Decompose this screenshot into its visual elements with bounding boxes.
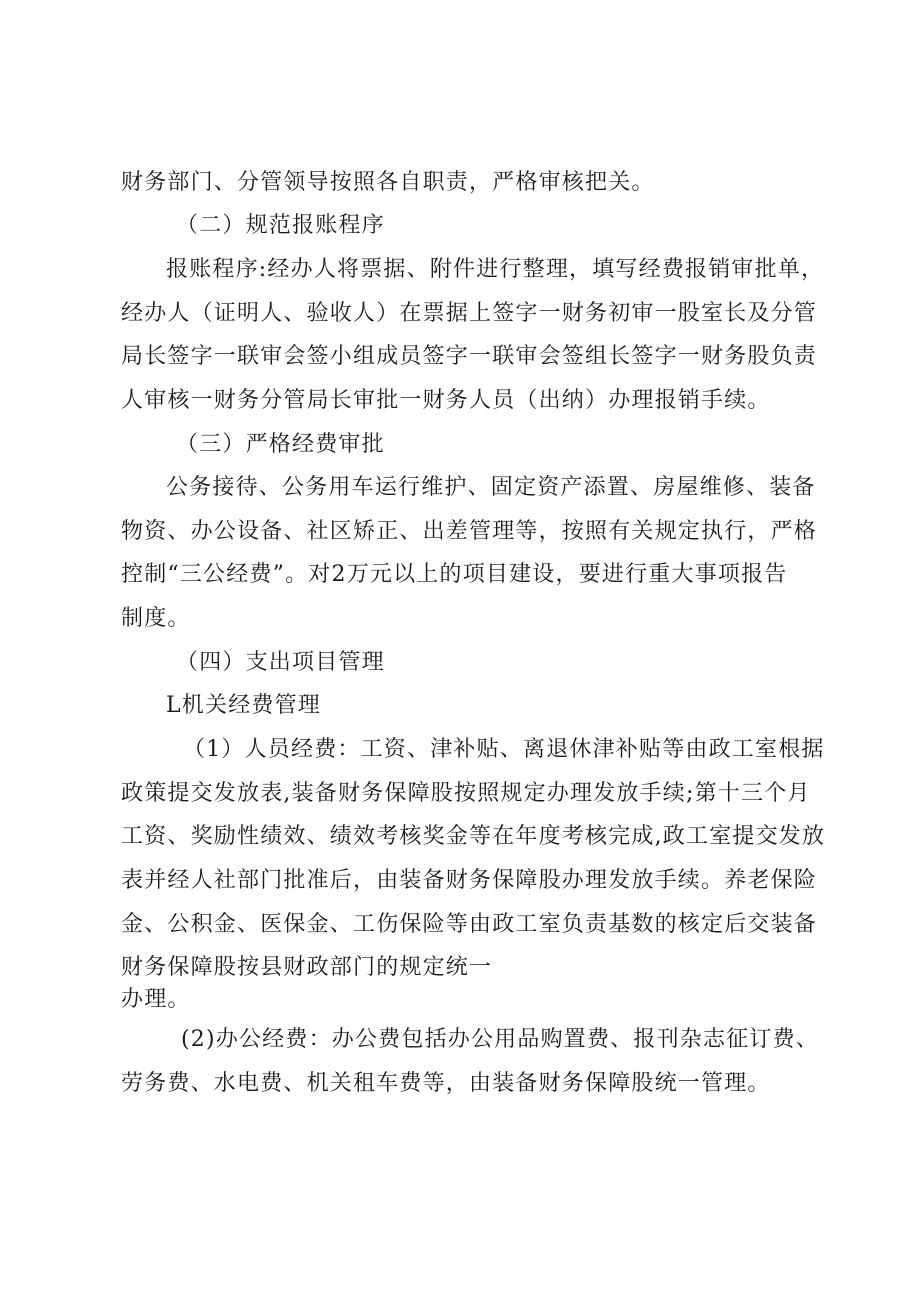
paragraph-line: 制度。 (121, 606, 191, 631)
paragraph-line: 物资、办公设备、社区矫正、出差管理等，按照有关规定执行，严格 (121, 519, 818, 544)
paragraph-line: (2)办公经费：办公费包括办公用品购置费、报刊杂志征订费、 (181, 1027, 819, 1052)
paragraph-line: 金、公积金、医保金、工伤保险等由政工室负责基数的核定后交装备 (121, 912, 818, 937)
paragraph-line: 财务保障股按县财政部门的规定统一 (121, 955, 493, 980)
paragraph-line: 财务部门、分管领导按照各自职责，严格审核把关。 (121, 170, 655, 195)
paragraph-line: 公务接待、公务用车运行维护、固定资产添置、房屋维修、装备 (166, 475, 816, 500)
paragraph-line: 报账程序:经办人将票据、附件进行整理，填写经费报销审批单， (166, 257, 825, 282)
paragraph-line: 经办人（证明人、验收人）在票据上签字一财务初审一股室长及分管 (121, 301, 818, 326)
paragraph-line: 局长签字一联审会签小组成员签字一联审会签组长签字一财务股负责 (121, 344, 818, 369)
paragraph-line: 人审核一财务分管局长审批一财务人员（出纳）办理报销手续。 (121, 388, 771, 413)
paragraph-line: （1）人员经费：工资、津补贴、离退休津补贴等由政工室根据 (183, 737, 825, 762)
paragraph-line: 工资、奖励性绩效、绩效考核奖金等在年度考核完成,政工室提交发放 (121, 824, 826, 849)
paragraph-line: 控制“三公经费”。对2万元以上的项目建设，要进行重大事项报告 (121, 562, 788, 587)
paragraph-line: 劳务费、水电费、机关租车费等，由装备财务保障股统一管理。 (121, 1071, 771, 1096)
paragraph-line: 政策提交发放表,装备财务保障股按照规定办理发放手续;第十三个月 (121, 781, 811, 806)
section-heading: （三）严格经费审批 (176, 432, 385, 457)
section-heading: （四）支出项目管理 (176, 650, 385, 675)
section-heading: （二）规范报账程序 (176, 213, 385, 238)
subsection-heading: L机关经费管理 (166, 693, 322, 718)
paragraph-line: 表并经人社部门批准后，由装备财务保障股办理发放手续。养老保险 (121, 868, 818, 893)
paragraph-line: 办理。 (121, 987, 191, 1012)
